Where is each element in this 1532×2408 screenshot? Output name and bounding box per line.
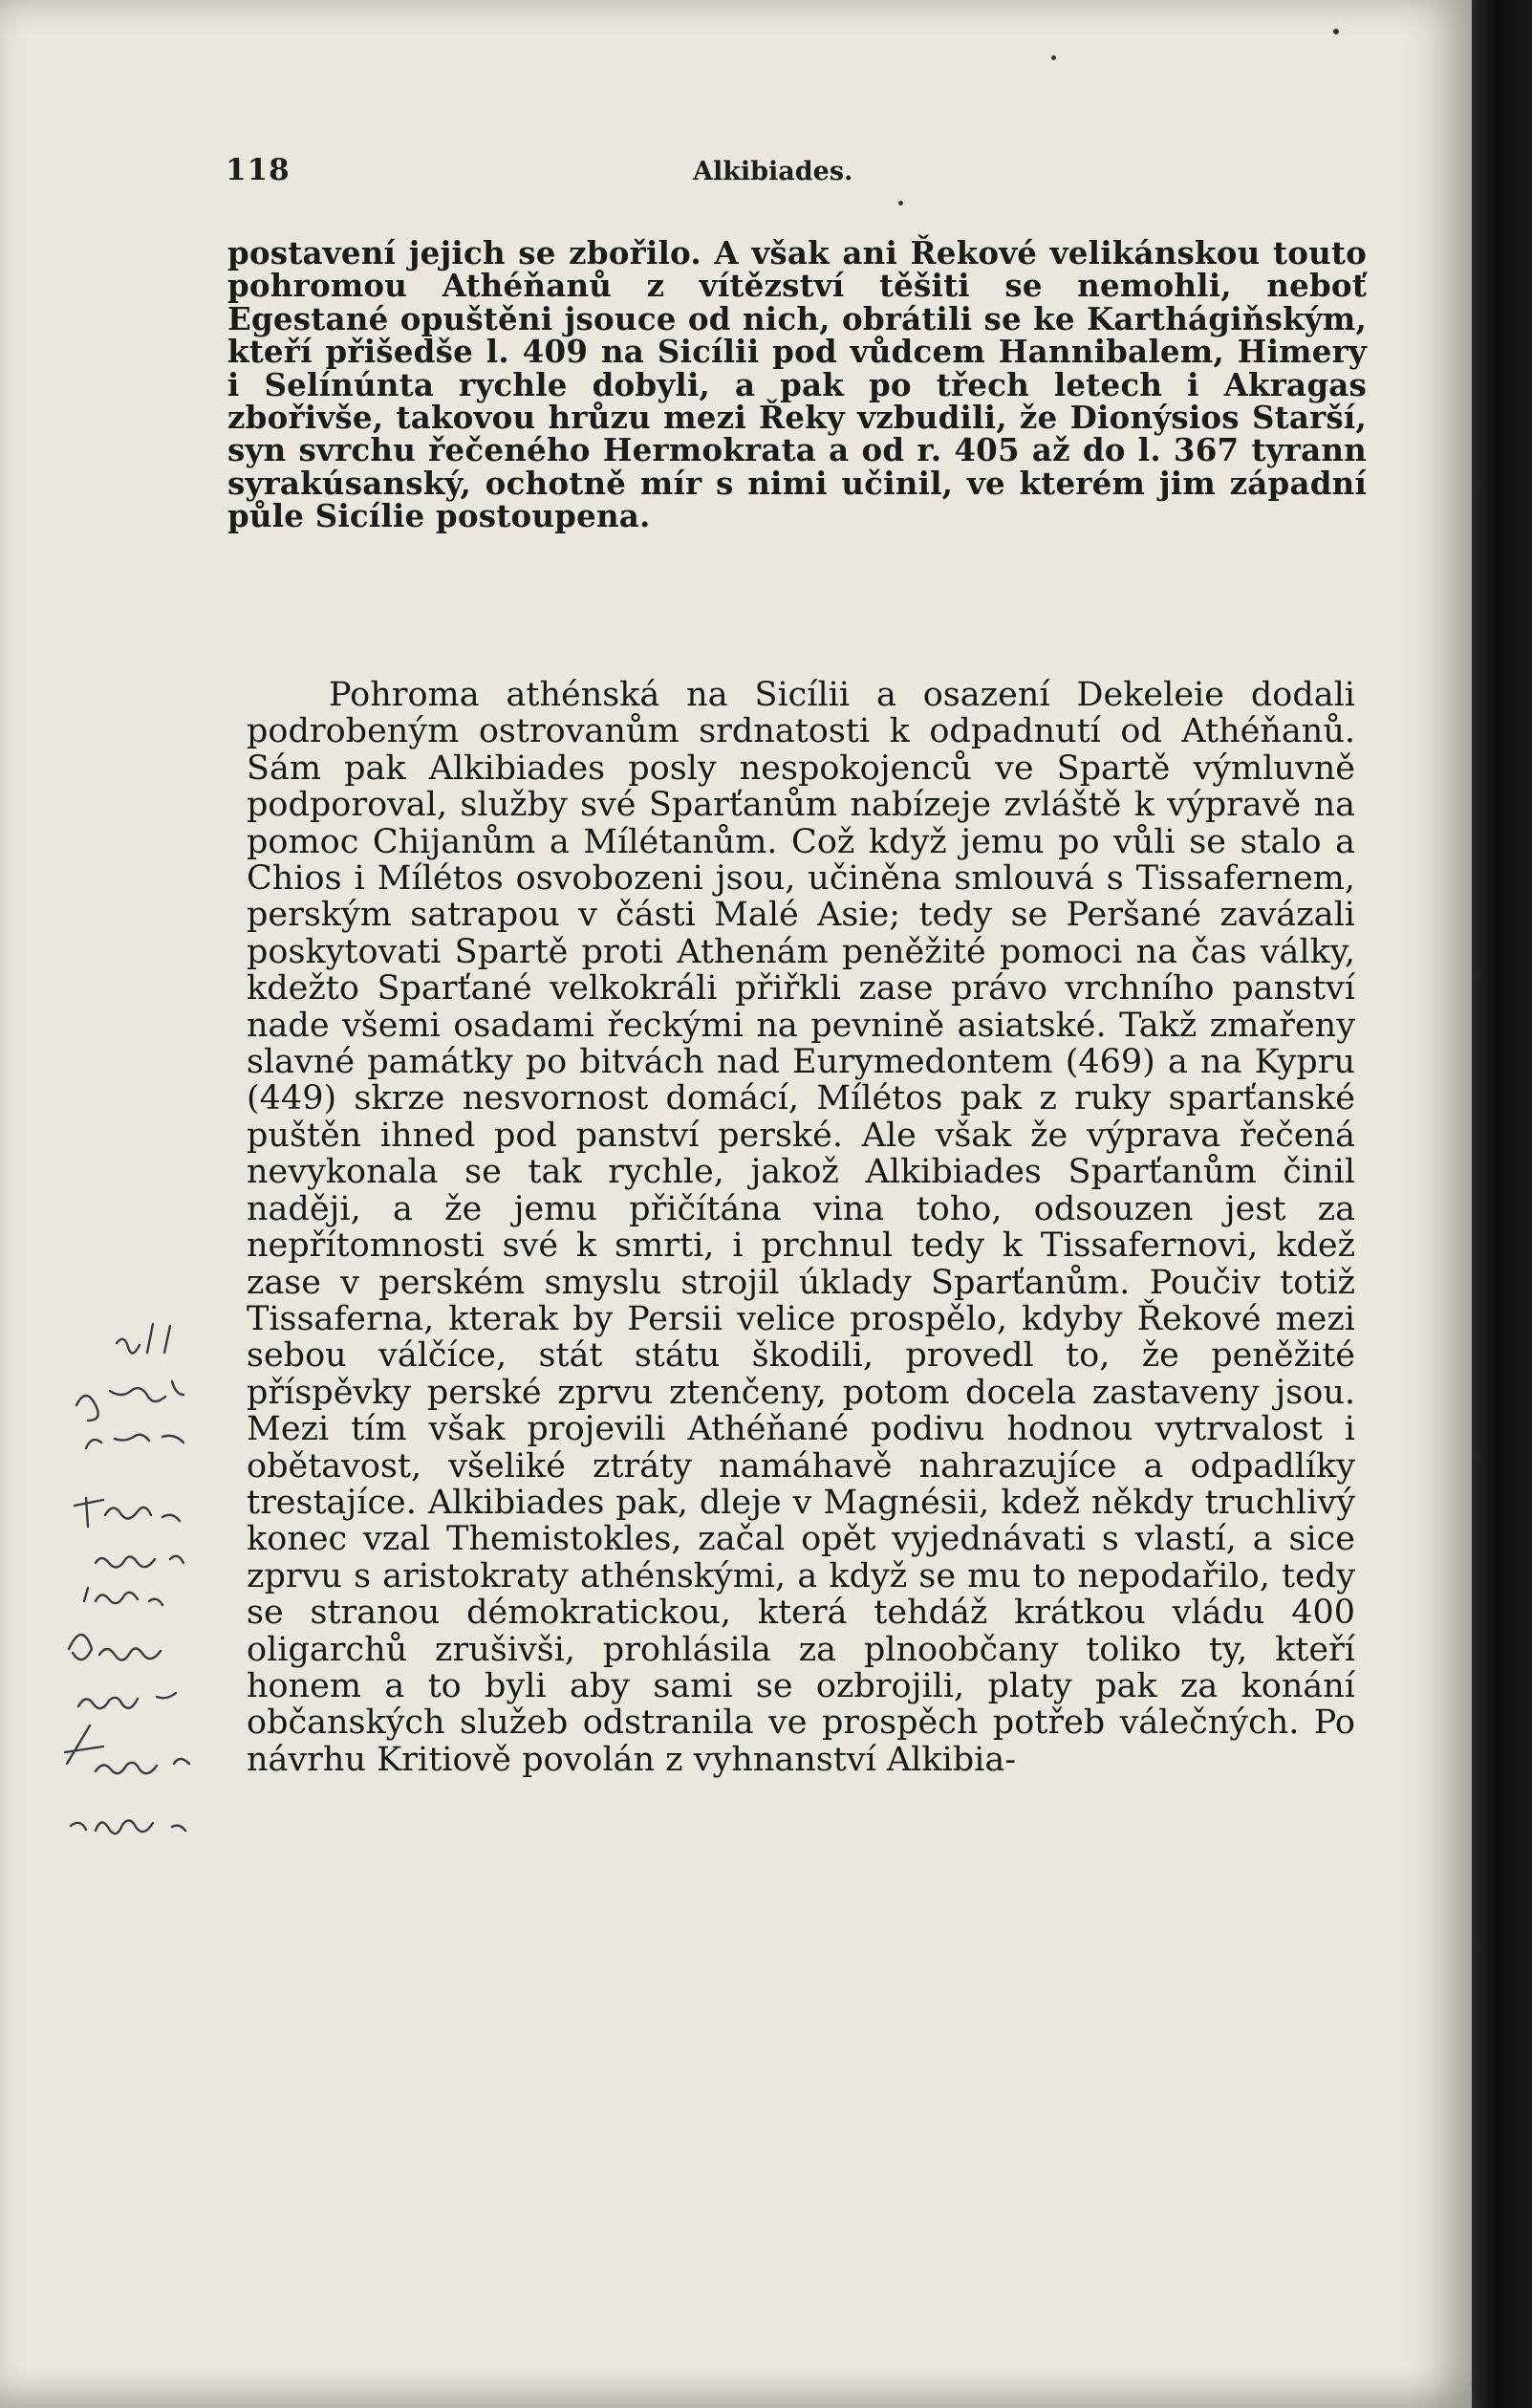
ink-speck — [1333, 29, 1339, 34]
running-title: Alkibiades. — [693, 157, 853, 186]
scan-edge — [1472, 0, 1532, 2408]
page-number: 118 — [226, 153, 291, 187]
handwritten-margin-notes — [57, 1314, 268, 1926]
paragraph-main: Pohroma athénská na Sicílii a osazení Dekeleie dodali podrobeným ostrovanům srdnatosti k odpadnutí od Athéňanů. Sám pak Alkibiades posly nespokojenců ve Spartě výmluvně podporoval, služby své Sparťanům nabízeje zvláště k výpravě na pomoc Chijanům a Mílétanům. Což když jemu po vůli se stalo a Chios i Mílétos osvobozeni jsou, učiněna smlouvá s Tissafernem, perským satrapou v části Malé Asie; tedy se Peršané zavázali poskytovati Spartě proti Athenám peněžité pomoci na čas války, kdežto Sparťané velkokráli přiřkli zase právo vrchního panství nade všemi osadami řeckými na pevnině asiatské. Takž zmařeny slavné památky po bitvách nad Eurymedontem (469) a na Kypru (449) skrze nesvornost domácí, Mílétos pak z ruky sparťanské puštěn ihned pod panství perské. Ale však že výprava řečená nevykonala se tak rychle, jakož Alkibiades Sparťanům činil naději, a že jemu přičítána vina toho, odsouzen jest za nepřítomnosti své k smrti, i prchnul tedy k Tissafernovi, kdež zase v perském smyslu strojil úklady Sparťanům. Poučiv totiž Tissaferna, kterak by Persii velice prospělo, kdyby Řekové mezi sebou válčíce, stát státu škodili, provedl to, že peněžité příspěvky perské zprvu ztenčeny, potom docela zastaveny jsou. Mezi tím však projevili Athéňané podivu hodnou vytrvalost i obětavost, všeliké ztráty namáhavě nahrazujíce a odpadlíky trestajíce. Alkibiades pak, dleje v Magnésii, kdež někdy truchlivý konec vzal Themistokles, začal opět vyjednávati s vlastí, a sice zprvu s aristokraty athénskými, a když se mu to nepodařilo, tedy se stranou démokratickou, která tehdáž krátkou vládu 400 oligarchů zrušivši, prohlásila za plnoobčany toliko ty, kteří honem a to byli aby sami se ozbrojili, platy pak za konání občanských služeb odstranila ve prospěch potřeb válečných. Po návrhu Kritiově povolán z vyhnanství Alkibia- — [247, 676, 1355, 1779]
ink-speck — [1051, 55, 1056, 60]
handwriting-scribble — [57, 1314, 268, 1926]
ink-speck — [898, 201, 903, 206]
running-head — [0, 153, 1472, 191]
paragraph-continuation: postavení jejich se zbořilo. A však ani Řekové velikánskou touto pohromou Athéňanů z vítězství těšiti se nemohli, neboť Egestané opuštěni jsouce od nich, obrátili se ke Karthágiňským, kteří přišedše l. 409 na Sicílii pod vůdcem Hannibalem, Himery i Selínúnta rychle dobyli, a pak po třech letech i Akragas zbořivše, takovou hrůzu mezi Řeky vzbudili, že Dionýsios Starší, syn svrchu řečeného Hermokrata a od r. 405 až do l. 367 tyrann syrakúsanský, ochotně mír s nimi učinil, ve kterém jim západní půle Sicílie postoupena. — [227, 234, 1367, 535]
